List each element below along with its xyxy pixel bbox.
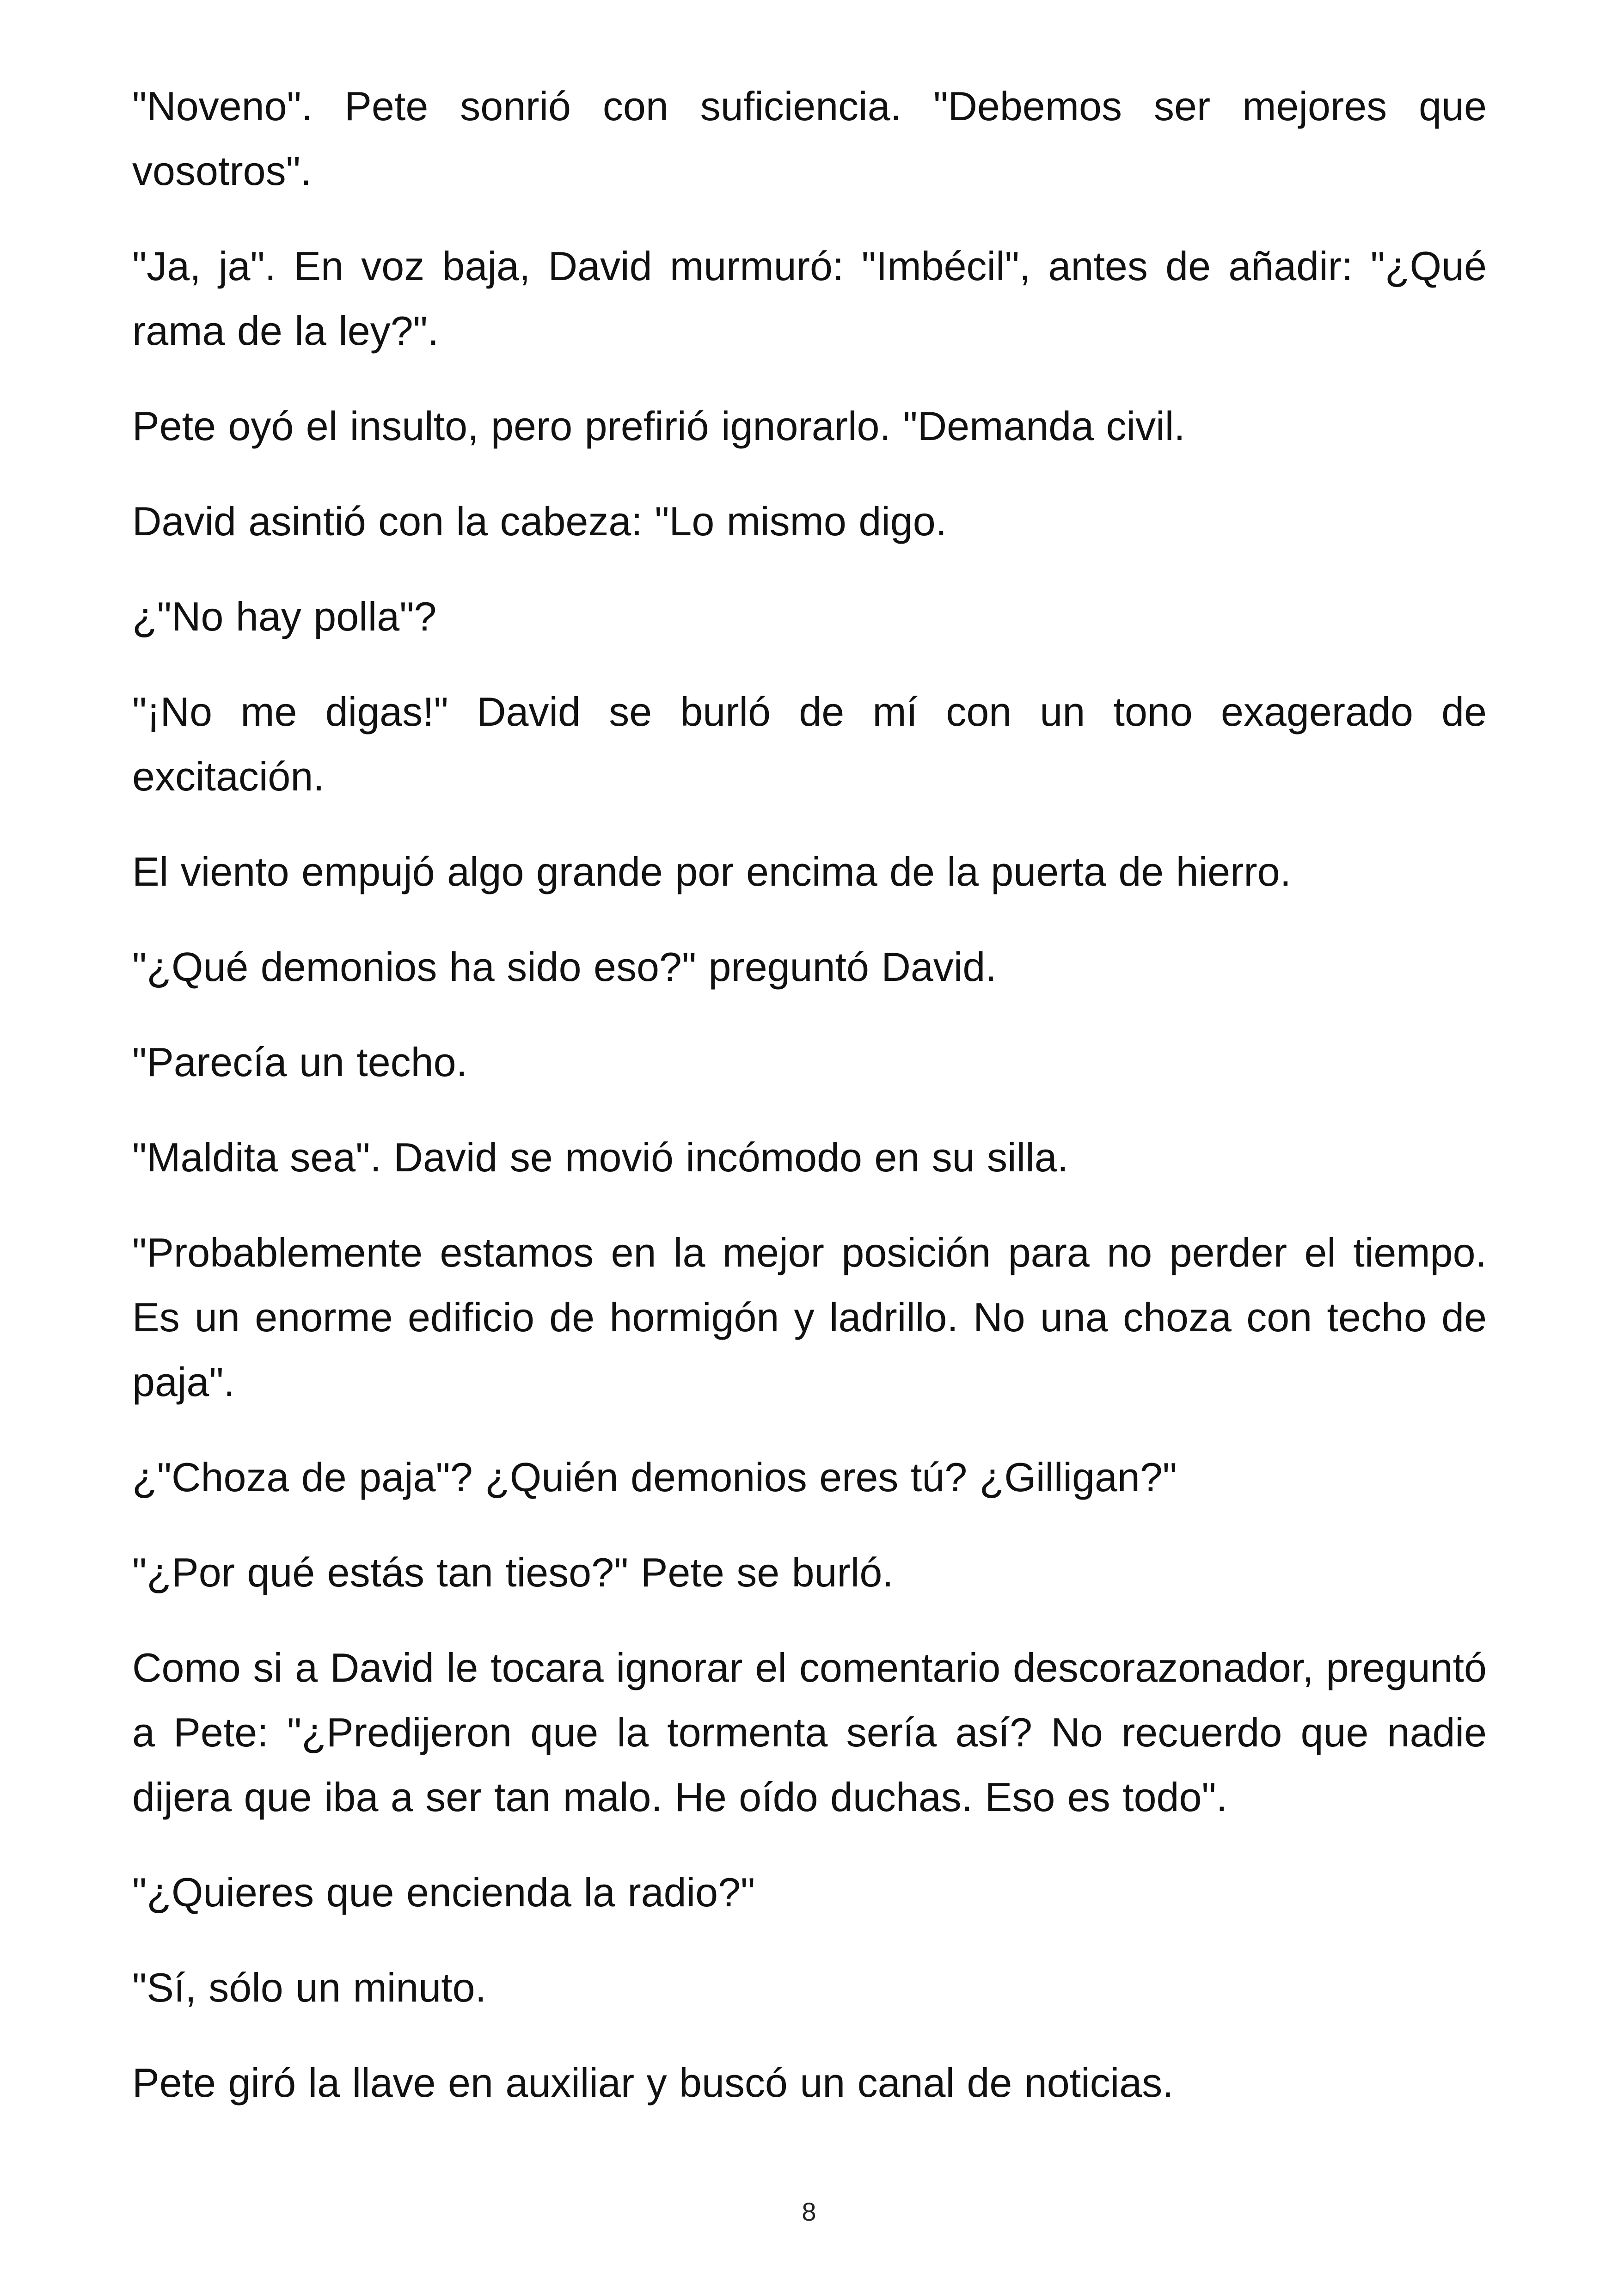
paragraph-7: El viento empujó algo grande por encima de la puerta de hierro.: [132, 849, 1292, 894]
paragraph-13: "¿Por qué estás tan tieso?" Pete se burló.: [132, 1549, 894, 1595]
paragraph-5: ¿"No hay polla"?: [132, 594, 437, 639]
paragraph-10: "Maldita sea". David se movió incómodo en su silla.: [132, 1134, 1069, 1180]
paragraph-9: "Parecía un techo.: [132, 1039, 468, 1085]
body-text: [132, 74, 1487, 2146]
paragraph-14: Como si a David le tocara ignorar el comentario descorazonador, preguntó a Pete: "¿Predijeron que la tormenta sería así? No recuerdo que nadie dijera que iba a ser tan malo. He oído duchas. Eso es todo".: [132, 1645, 1487, 1820]
paragraph-1: "Noveno". Pete sonrió con suficiencia. "Debemos ser mejores que vosotros".: [132, 83, 1487, 194]
paragraph-11: "Probablemente estamos en la mejor posición para no perder el tiempo. Es un enorme edificio de hormigón y ladrillo. No una choza con techo de paja".: [132, 1230, 1487, 1405]
paragraph-15: "¿Quieres que encienda la radio?": [132, 1869, 755, 1915]
paragraph-8: "¿Qué demonios ha sido eso?" preguntó David.: [132, 944, 997, 990]
page-number: 8: [802, 2197, 816, 2226]
paragraph-3: Pete oyó el insulto, pero prefirió ignorarlo. "Demanda civil.: [132, 403, 1185, 449]
paragraph-6: "¡No me digas!" David se burló de mí con un tono exagerado de excitación.: [132, 689, 1487, 799]
paragraph-17: Pete giró la llave en auxiliar y buscó un canal de noticias.: [132, 2060, 1174, 2106]
paragraph-16: "Sí, sólo un minuto.: [132, 1965, 487, 2010]
paragraph-12: ¿"Choza de paja"? ¿Quién demonios eres tú? ¿Gilligan?": [132, 1454, 1177, 1500]
paragraph-4: David asintió con la cabeza: "Lo mismo digo.: [132, 498, 947, 544]
paragraph-2: "Ja, ja". En voz baja, David murmuró: "Imbécil", antes de añadir: "¿Qué rama de la ley?".: [132, 243, 1487, 354]
